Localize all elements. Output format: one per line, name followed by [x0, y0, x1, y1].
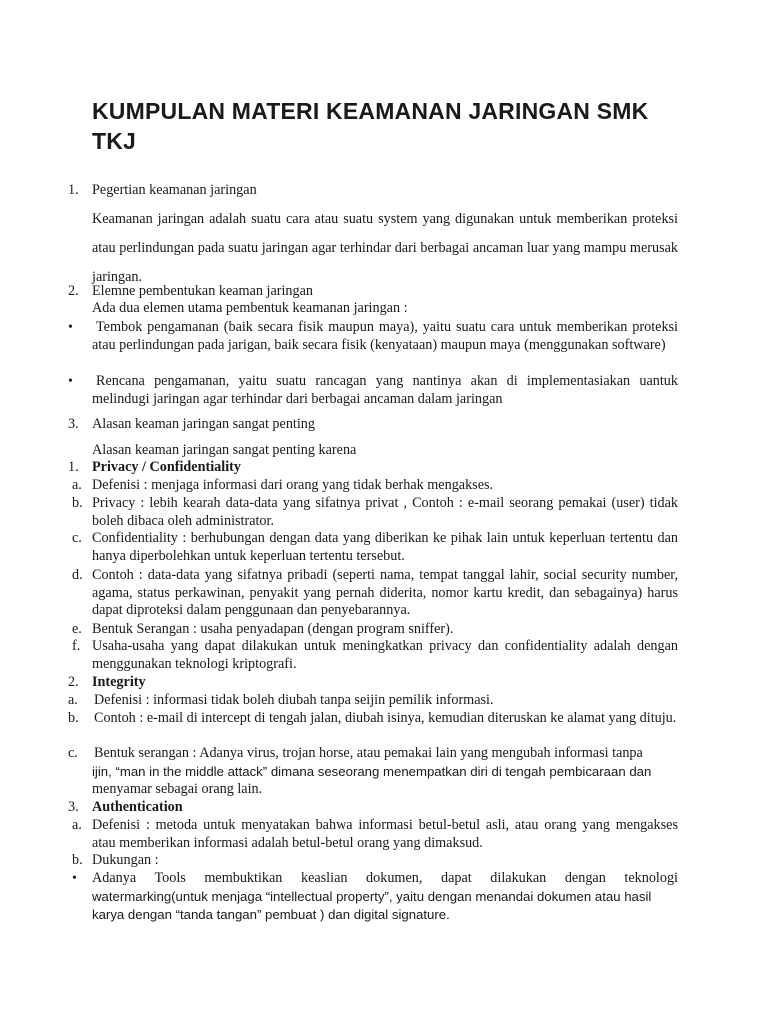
authentication-bullet-line-3: karya dengan “tanda tangan” pembuat ) dan digital signature.: [92, 907, 450, 922]
privacy-e-text: Bentuk Serangan : usaha penyadapan (dengan program sniffer).: [92, 621, 454, 637]
authentication-b-text: Dukungan :: [92, 852, 159, 868]
integrity-heading: Integrity: [92, 674, 146, 690]
privacy-f-marker: f.: [72, 638, 81, 654]
privacy-d-marker: d.: [72, 567, 83, 583]
integrity-number: 2.: [68, 674, 79, 690]
authentication-a-text: Defenisi : metoda untuk menyatakan bahwa informasi betul-betul asli, atau orang yang mengakses atau memberikan informasi adalah betul-betul orang yang dimaksud.: [92, 817, 678, 851]
authentication-heading: Authentication: [92, 799, 183, 815]
authentication-b-marker: b.: [72, 852, 83, 868]
section-1-heading: Pegertian keamanan jaringan: [92, 182, 257, 198]
integrity-c-marker: c.: [68, 745, 78, 761]
privacy-b-text: Privacy : lebih kearah data-data yang sifatnya privat , Contoh : e-mail seorang pemakai (user) tidak boleh dibaca oleh administrator.: [92, 495, 678, 529]
privacy-e-marker: e.: [72, 621, 82, 637]
integrity-c-line-1: Bentuk serangan : Adanya virus, trojan horse, atau pemakai lain yang mengubah informasi tanpa: [94, 745, 643, 761]
section-1-body: Keamanan jaringan adalah suatu cara atau suatu system yang digunakan untuk memberikan proteksi atau perlindungan pada suatu jaringan agar terhindar dari berbagai ancaman luar yang mampu merusak jaringan.: [92, 211, 678, 285]
privacy-a-marker: a.: [72, 477, 82, 493]
section-2-intro: Ada dua elemen utama pembentuk keamanan jaringan :: [92, 300, 408, 316]
section-2-heading: Elemne pembentukan keaman jaringan: [92, 283, 314, 299]
integrity-c-line-3: menyamar sebagai orang lain.: [92, 781, 263, 797]
bullet-icon: •: [68, 374, 73, 389]
section-2-bullet-1: Tembok pengamanan (baik secara fisik maupun maya), yaitu suatu cara untuk memberikan proteksi atau perlindungan pada jarigan, baik secara fisik (kenyataan) maupun maya (menggunakan software): [92, 319, 678, 353]
privacy-d-text: Contoh : data-data yang sifatnya pribadi (seperti nama, tempat tanggal lahir, social security number, agama, status perkawinan, penyakit yang pernah diderita, nomor kartu kredit, dan sebagainya) harus dapat diproteksi dalam penggunaan dan penyebarannya.: [92, 567, 678, 618]
bullet-icon: •: [68, 320, 73, 335]
section-3-heading: Alasan keaman jaringan sangat penting: [92, 416, 315, 432]
privacy-number: 1.: [68, 459, 79, 475]
privacy-f-text: Usaha-usaha yang dapat dilakukan untuk meningkatkan privacy dan confidentiality adalah dengan menggunakan teknologi kriptografi.: [92, 638, 678, 672]
section-1-number: 1.: [68, 182, 79, 198]
integrity-a-marker: a.: [68, 692, 78, 708]
section-3-number: 3.: [68, 416, 79, 432]
authentication-bullet-line-1: Adanya Tools membuktikan keaslian dokumen, dapat dilakukan dengan teknologi: [92, 870, 678, 886]
privacy-heading: Privacy / Confidentiality: [92, 459, 241, 475]
page-title: KUMPULAN MATERI KEAMANAN JARINGAN SMK TKJ: [92, 98, 649, 154]
section-2-bullet-2: Rencana pengamanan, yaitu suatu rancagan yang nantinya akan di implementasiakan uantuk melindugi jaringan agar terhindar dari berbagai ancaman dalam jaringan: [92, 373, 678, 407]
section-3-intro: Alasan keaman jaringan sangat penting karena: [92, 442, 357, 458]
authentication-number: 3.: [68, 799, 79, 815]
authentication-a-marker: a.: [72, 817, 82, 833]
privacy-a-text: Defenisi : menjaga informasi dari orang yang tidak berhak mengakses.: [92, 477, 494, 493]
integrity-b-text: Contoh : e-mail di intercept di tengah jalan, diubah isinya, kemudian diteruskan ke alamat yang dituju.: [94, 710, 677, 726]
privacy-b-marker: b.: [72, 495, 83, 511]
section-2-number: 2.: [68, 283, 79, 299]
integrity-c-line-2: ijin, “man in the middle attack” dimana seseorang menempatkan diri di tengah pembicaraan dan: [92, 764, 652, 779]
bullet-icon: •: [72, 871, 77, 886]
authentication-bullet-line-2: watermarking(untuk menjaga “intellectual property”, yaitu dengan menandai dokumen atau hasil: [92, 889, 652, 904]
integrity-a-text: Defenisi : informasi tidak boleh diubah tanpa seijin pemilik informasi.: [94, 692, 494, 708]
privacy-c-marker: c.: [72, 530, 82, 546]
privacy-c-text: Confidentiality : berhubungan dengan data yang diberikan ke pihak lain untuk keperluan tertentu dan hanya diperbolehkan untuk keperluan tertentu tersebut.: [92, 530, 678, 564]
integrity-b-marker: b.: [68, 710, 79, 726]
